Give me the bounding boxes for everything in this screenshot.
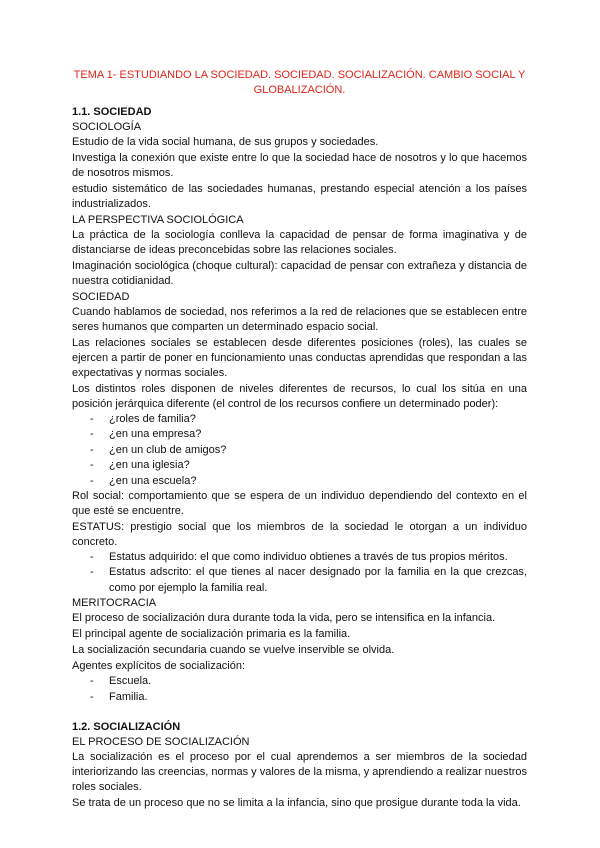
paragraph: El principal agente de socialización primaria es la familia. [72, 628, 351, 641]
paragraph: La socialización es el proceso por el cual aprendemos a ser miembros de la sociedad interiorizando las creencias, normas y valores de la misma, y aprendiendo a realizar nuestros roles sociales. [72, 751, 527, 794]
section-heading-sociedad: 1.1. SOCIEDAD [72, 106, 152, 118]
list-item: - Escuela. [72, 674, 527, 689]
agentes-list [72, 674, 527, 705]
paragraph: Investiga la conexión que existe entre lo que la sociedad hace de nosotros y lo que hacemos de nosotros mismos. [72, 152, 527, 179]
paragraph: La práctica de la sociología conlleva la capacidad de pensar de forma imaginativa y de distanciarse de ideas preconcebidas sobre las relaciones sociales. [72, 229, 527, 256]
roles-list [72, 412, 527, 489]
list-item: - ¿en una escuela? [72, 474, 527, 489]
paragraph: Los distintos roles disponen de niveles diferentes de recursos, lo cual los sitúa en una posición jerárquica diferente (el control de los recursos confiere un determinado poder): [72, 383, 527, 410]
paragraph: La socialización secundaria cuando se vuelve inservible se olvida. [72, 644, 395, 657]
subheading-sociologia: SOCIOLOGÍA [72, 121, 142, 133]
subheading-perspectiva: LA PERSPECTIVA SOCIOLÓGICA [72, 214, 244, 226]
estatus-list [72, 550, 527, 596]
document-body [72, 68, 527, 812]
list-item: - Familia. [72, 690, 527, 705]
list-item: - Estatus adquirido: el que como individuo obtienes a través de tus propios méritos. [72, 550, 527, 565]
document-title: TEMA 1- ESTUDIANDO LA SOCIEDAD. SOCIEDAD. SOCIALIZACIÓN. CAMBIO SOCIAL Y GLOBALIZACIÓN. [73, 69, 526, 96]
list-item: - ¿en una empresa? [72, 427, 527, 442]
paragraph: Cuando hablamos de sociedad, nos referimos a la red de relaciones que se establecen entre seres humanos que comparten un determinado espacio social. [72, 306, 527, 333]
paragraph: Rol social: comportamiento que se espera de un individuo dependiendo del contexto en el que esté se encuentre. [72, 490, 527, 518]
paragraph: estudio sistemático de las sociedades humanas, prestando especial atención a los países industrializados. [72, 183, 527, 210]
spacer [72, 705, 527, 720]
subheading-sociedad: SOCIEDAD [72, 291, 130, 303]
paragraph: Las relaciones sociales se establecen desde diferentes posiciones (roles), las cuales se ejercen a partir de poner en funcionamiento unas conductas aprendidas que respondan a las expectativas y normas sociales. [72, 337, 527, 379]
list-item: - ¿en una iglesia? [72, 458, 527, 473]
section-heading-socializacion: 1.2. SOCIALIZACIÓN [72, 721, 181, 734]
paragraph: El proceso de socialización dura durante toda la vida, pero se intensifica en la infancia. [72, 612, 496, 625]
list-item: - ¿en un club de amigos? [72, 443, 527, 458]
subheading-proceso: EL PROCESO DE SOCIALIZACIÓN [72, 736, 250, 749]
paragraph: Se trata de un proceso que no se limita a la infancia, sino que prosigue durante toda la vida. [72, 797, 521, 810]
list-item: - Estatus adscrito: el que tienes al nacer designado por la familia en la que crezcas, como por ejemplo la familia real. [72, 565, 527, 596]
paragraph: Imaginación sociológica (choque cultural): capacidad de pensar con extrañeza y distancia de nuestra cotidianidad. [72, 260, 527, 287]
list-item: - ¿roles de familia? [72, 412, 527, 427]
paragraph: Estudio de la vida social humana, de sus grupos y sociedades. [72, 136, 379, 148]
subheading-meritocracia: MERITOCRACIA [72, 597, 157, 610]
paragraph: ESTATUS: prestigio social que los miembros de la sociedad le otorgan a un individuo concreto. [72, 521, 527, 549]
paragraph: Agentes explícitos de socialización: [72, 660, 246, 673]
